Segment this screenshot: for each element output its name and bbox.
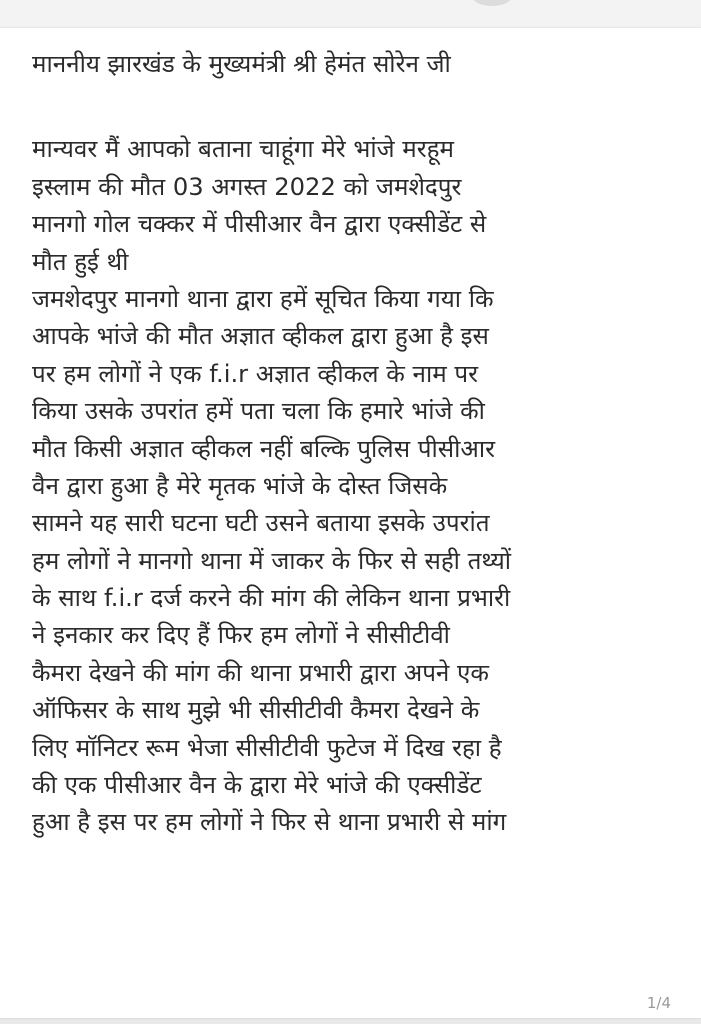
body-line: ने इनकार कर दिए हैं फिर हम लोगों ने सीसीटीवी bbox=[32, 621, 450, 650]
body-line: मौत किसी अज्ञात व्हीकल नहीं बल्कि पुलिस पीसीआर bbox=[32, 434, 495, 463]
salutation-line: माननीय झारखंड के मुख्यमंत्री श्री हेमंत सोरेन जी bbox=[32, 50, 451, 78]
body-line: किया उसके उपरांत हमें पता चला कि हमारे भांजे की bbox=[32, 397, 485, 426]
body-line: की एक पीसीआर वैन के द्वारा मेरे भांजे की एक्सीडेंट bbox=[32, 771, 482, 800]
body-line: वैन द्वारा हुआ है मेरे मृतक भांजे के दोस्त जिसके bbox=[32, 471, 448, 500]
document-page bbox=[0, 28, 701, 1018]
body-line: हम लोगों ने मानगो थाना में जाकर के फिर से सही तथ्यों bbox=[32, 546, 512, 575]
body-line: के साथ f.i.r दर्ज करने की मांग की लेकिन थाना प्रभारी bbox=[32, 584, 511, 613]
body-line: हुआ है इस पर हम लोगों ने फिर से थाना प्रभारी से मांग bbox=[32, 808, 507, 837]
body-line: लिए मॉनिटर रूम भेजा सीसीटीवी फुटेज में दिख रहा है bbox=[32, 733, 502, 762]
body-line: पर हम लोगों ने एक f.i.r अज्ञात व्हीकल के नाम पर bbox=[32, 359, 479, 388]
body-line: कैमरा देखने की मांग की थाना प्रभारी द्वारा अपने एक bbox=[32, 658, 489, 687]
scroll-handle[interactable] bbox=[472, 0, 512, 6]
body-line: मौत हुई थी bbox=[32, 247, 129, 276]
body-line: ऑफिसर के साथ मुझे भी सीसीटीवी कैमरा देखने के bbox=[32, 696, 480, 725]
body-line: आपके भांजे की मौत अज्ञात व्हीकल द्वारा हुआ है इस bbox=[32, 322, 489, 351]
page-indicator: 1/4 bbox=[646, 994, 671, 1012]
document-text bbox=[32, 46, 682, 842]
top-strip bbox=[0, 0, 701, 28]
body-line: इस्लाम की मौत 03 अगस्त 2022 को जमशेदपुर bbox=[32, 172, 462, 201]
body-line: सामने यह सारी घटना घटी उसने बताया इसके उपरांत bbox=[32, 509, 490, 538]
body-line: मान्यवर मैं आपको बताना चाहूंगा मेरे भांजे मरहूम bbox=[32, 135, 454, 164]
blank-line bbox=[32, 83, 682, 131]
body-line: जमशेदपुर मानगो थाना द्वारा हमें सूचित किया गया कि bbox=[32, 284, 494, 313]
body-line: मानगो गोल चक्कर में पीसीआर वैन द्वारा एक्सीडेंट से bbox=[32, 210, 487, 239]
